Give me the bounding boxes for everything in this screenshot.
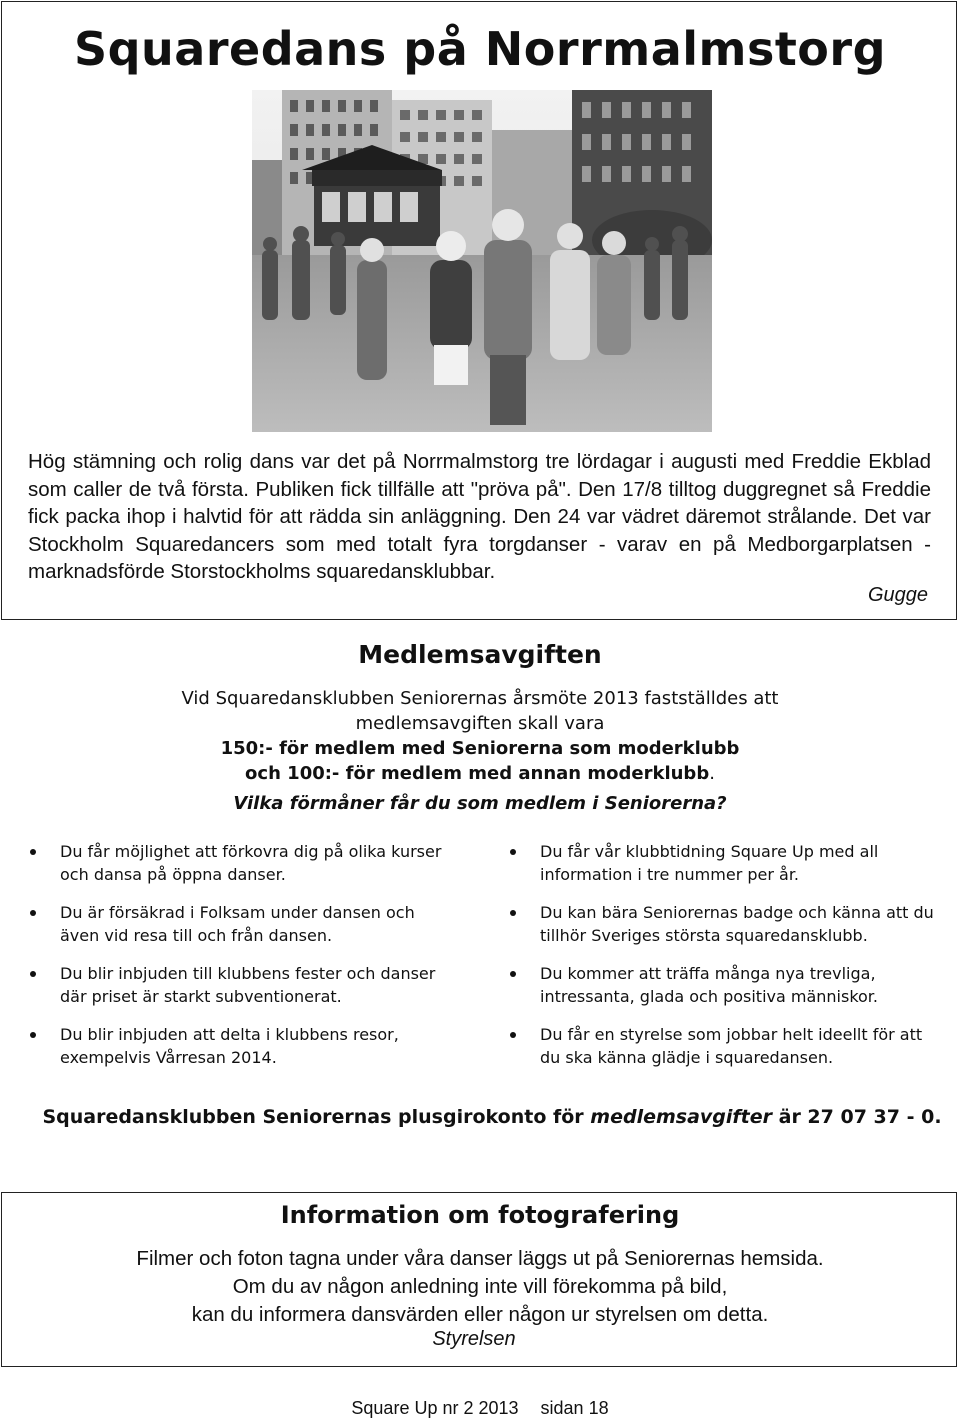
list-item: Du blir inbjuden att delta i klubbens resor, exempelvis Vårresan 2014. xyxy=(28,1023,458,1069)
page-footer xyxy=(0,1398,960,1419)
membership-title: Medlemsavgiften xyxy=(358,640,602,669)
photo-info-box xyxy=(1,1192,957,1367)
photo-info-title: Information om fotografering xyxy=(280,1201,680,1229)
list-item: Du blir inbjuden till klubbens fester och danser där priset är starkt subventionerat. xyxy=(28,962,458,1008)
list-item: Du får en styrelse som jobbar helt ideellt för att du ska känna glädje i squaredansen. xyxy=(508,1023,938,1069)
list-item: Du är försäkrad i Folksam under dansen och även vid resa till och från dansen. xyxy=(28,901,458,947)
photo-info-signature: Styrelsen xyxy=(432,1328,516,1350)
article-title: Squaredans på Norrmalmstorg xyxy=(73,22,887,76)
benefits-list-right xyxy=(508,840,938,1084)
list-item: Du kommer att träffa många nya trevliga, intressanta, glada och positiva människor. xyxy=(508,962,938,1008)
list-item: Du får vår klubbtidning Square Up med all information i tre nummer per år. xyxy=(508,840,938,886)
footer-page-number: sidan 18 xyxy=(540,1398,609,1418)
photo-info-line-1: Filmer och foton tagna under våra danser läggs ut på Seniorernas hemsida. xyxy=(136,1247,824,1270)
photo-square-dancers-on-square xyxy=(252,90,712,432)
list-item: Du får möjlighet att förkovra dig på olika kurser och dansa på öppna danser. xyxy=(28,840,458,886)
list-item: Du kan bära Seniorernas badge och känna att du tillhör Sveriges största squaredansklubb. xyxy=(508,901,938,947)
membership-fee-text xyxy=(0,686,960,786)
fee-line-3: 150:- för medlem med Seniorerna som moderklubb xyxy=(220,738,740,759)
photo-info-line-2: Om du av någon anledning inte vill förekomma på bild, xyxy=(232,1275,728,1298)
fee-line-4: och 100:- för medlem med annan moderklubb xyxy=(245,763,710,784)
fee-line-4-end: . xyxy=(709,763,715,784)
benefits-question: Vilka förmåner får du som medlem i Seniorerna? xyxy=(233,793,727,814)
footer-issue: Square Up nr 2 2013 xyxy=(351,1398,519,1418)
giro-prefix: Squaredansklubben Seniorernas plusgirokonto för xyxy=(42,1106,591,1128)
article-box xyxy=(1,1,957,620)
fee-line-1: Vid Squaredansklubben Seniorernas årsmöte 2013 fastställdes att xyxy=(181,688,779,709)
article-signature: Gugge xyxy=(867,584,928,606)
fee-line-2: medlemsavgiften skall vara xyxy=(355,713,605,734)
photo-info-line-3: kan du informera dansvärden eller någon ur styrelsen om detta. xyxy=(191,1303,769,1326)
giro-suffix: är 27 07 37 - 0. xyxy=(772,1106,942,1128)
giro-account-line xyxy=(0,1106,960,1128)
benefits-list-left xyxy=(28,840,458,1084)
photo-info-text xyxy=(2,1245,958,1329)
article-body: Hög stämning och rolig dans var det på Norrmalmstorg tre lördagar i augusti med Freddie Ekblad som caller de två första. Publiken fick tillfälle att "pröva på". Den 17/8 tilltog duggregnet så Freddie fick packa ihop i halvtid för att rädda sin anläggning. Den 24 var vädret däremot strålande. Det var Stockholm Squaredancers som med totalt fyra torgdanser - varav en på Medborgarplatsen - marknadsförde Storstockholms squaredansklubbar. xyxy=(28,450,931,583)
giro-italic: medlemsavgifter xyxy=(590,1106,773,1128)
